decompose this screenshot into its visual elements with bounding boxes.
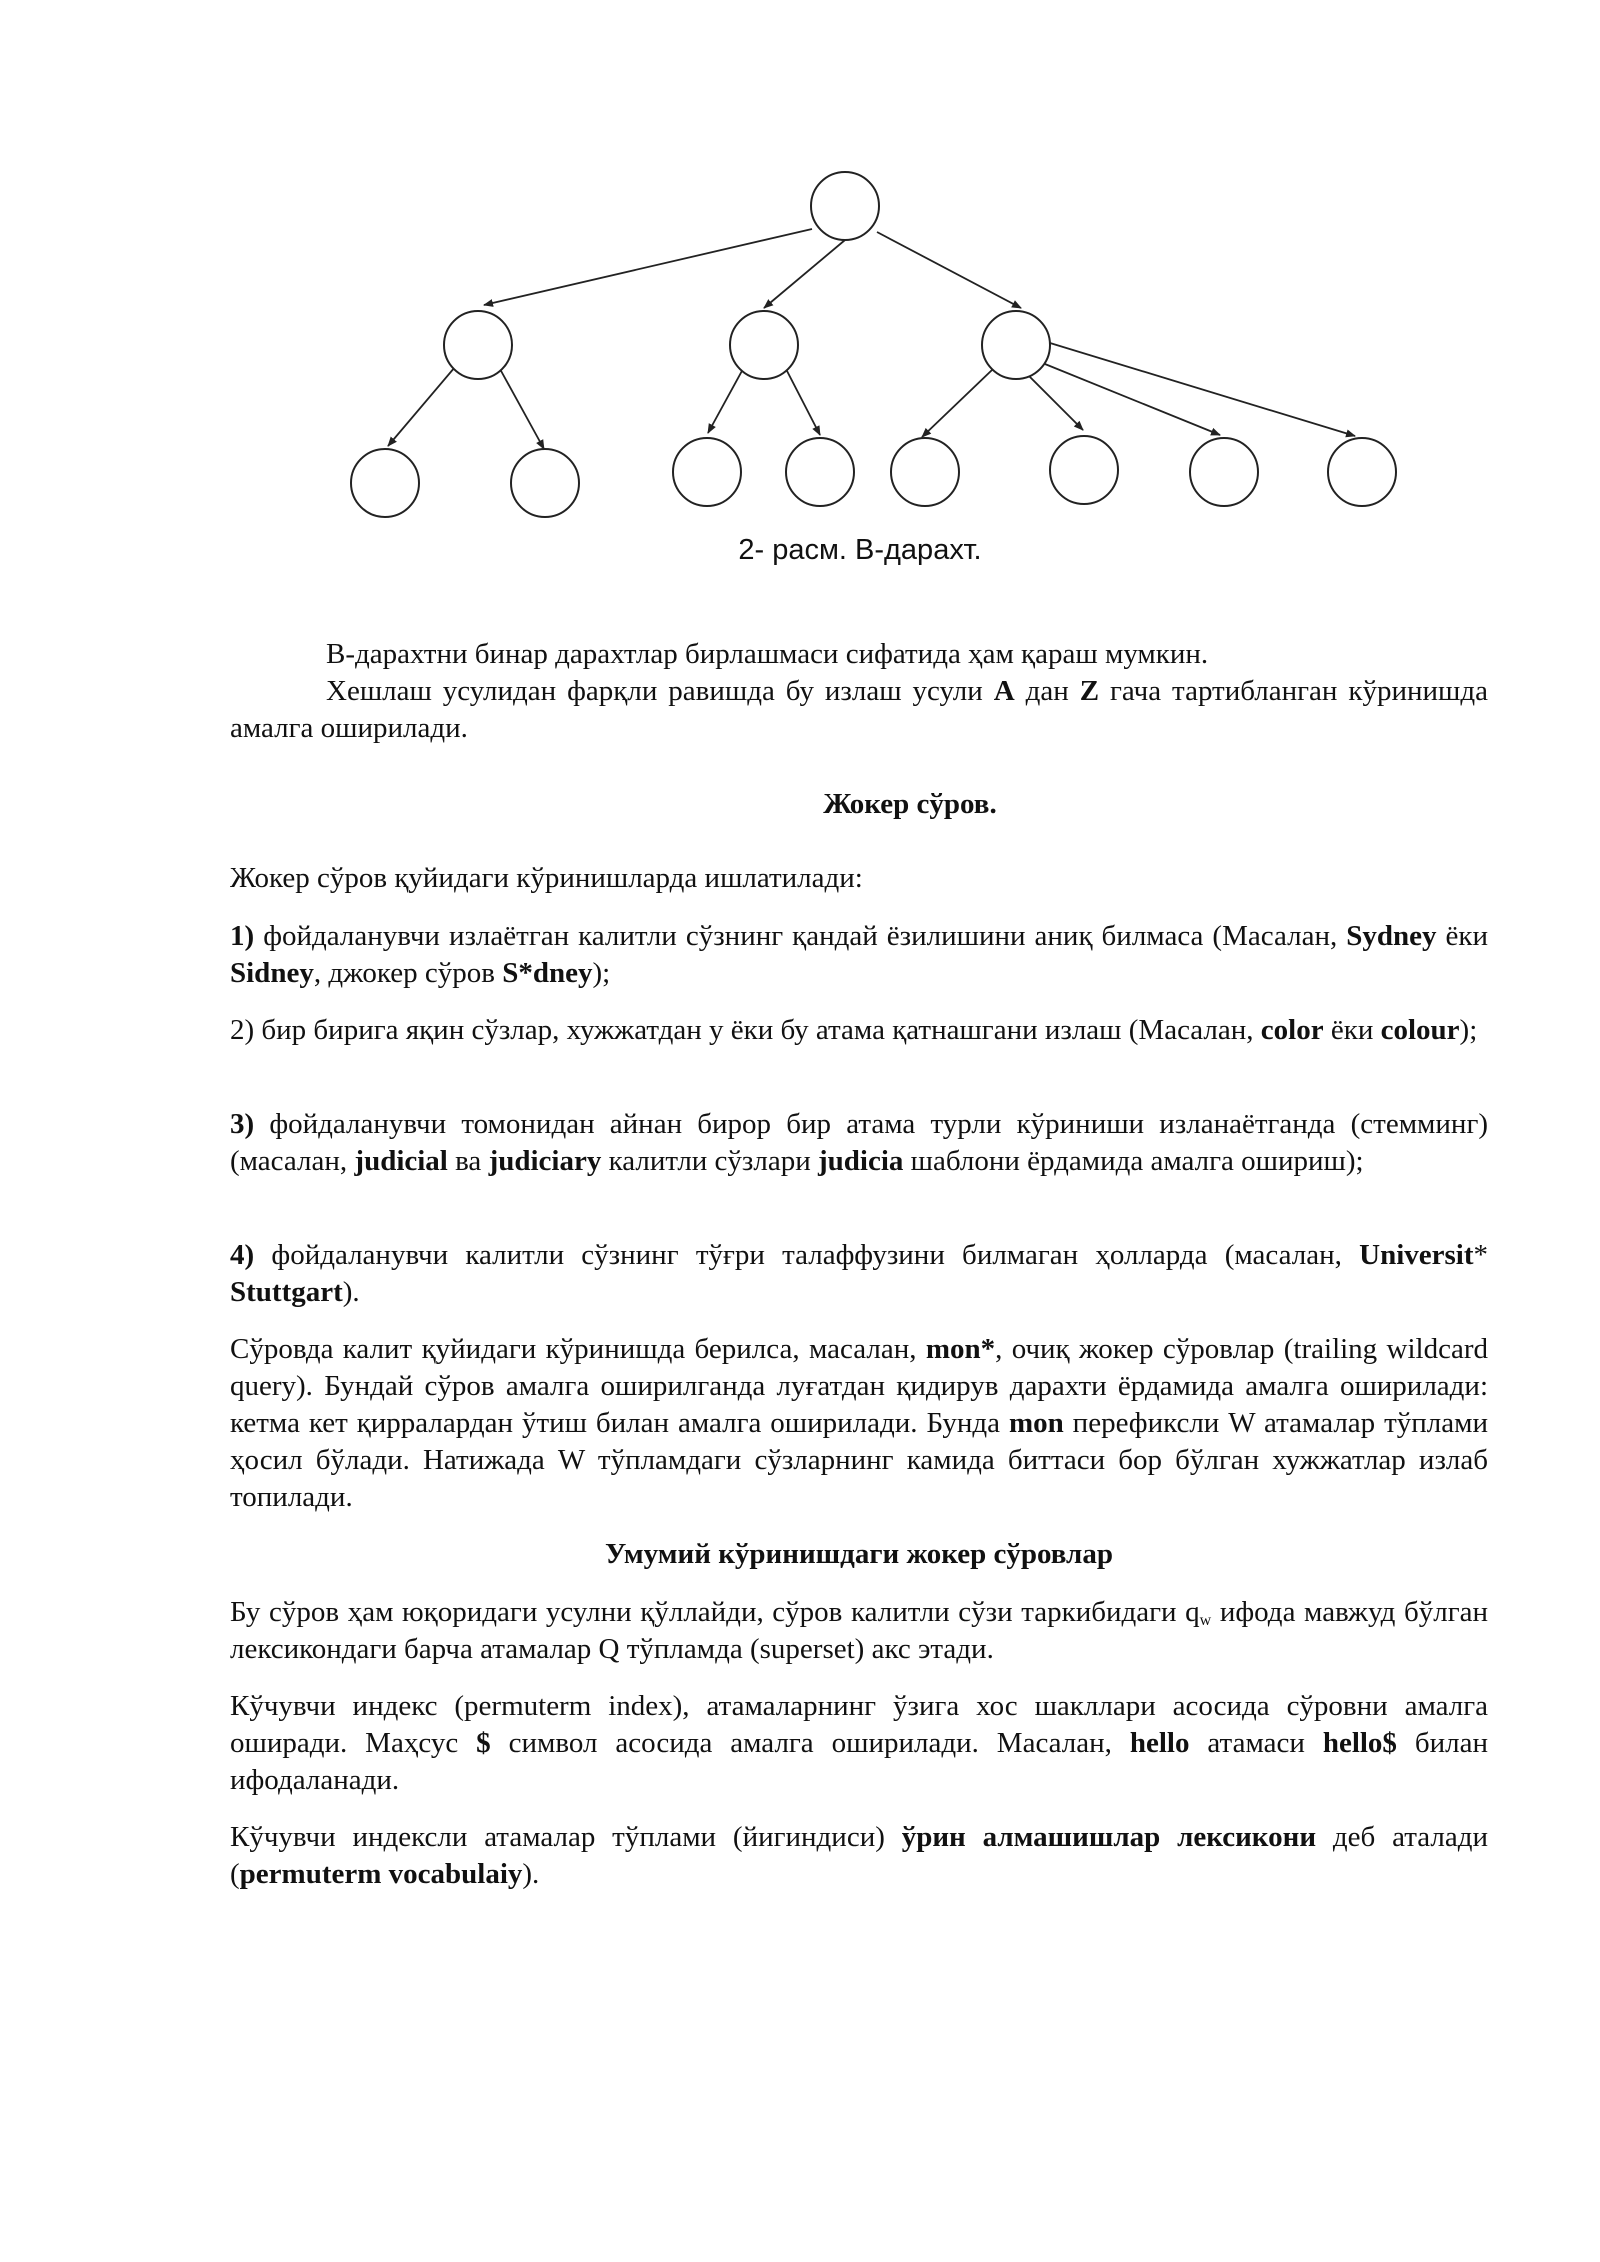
edge-root-to-node-3 <box>877 232 1021 308</box>
tree-node-3 <box>982 311 1050 379</box>
edge-node-2-to-leaf-3 <box>708 369 743 433</box>
edge-node-2-to-leaf-4 <box>786 369 820 435</box>
edge-node-3-to-leaf-8 <box>1050 343 1355 436</box>
list-item-4: 4) фойдаланувчи калитли сўзнинг тўғри талаффузини билмаган ҳолларда (масалан, Universit* Stuttgart). <box>230 1239 1488 1308</box>
section-heading-wildcard: Жокер сўров. <box>823 788 997 820</box>
list-item-3: 3) фойдаланувчи томонидан айнан бирор бир атама турли кўриниши изланаётганда (стемминг) (масалан, judicial ва judiciary калитли сўзлари judicia шаблони ёрдамида амалга ошириш); <box>230 1108 1488 1177</box>
edge-root-to-node-2 <box>764 240 845 308</box>
edge-node-3-to-leaf-6 <box>1026 373 1083 430</box>
intro-line-1: B-дарахтни бинар дарахтлар бирлашмаси сифатида ҳам қараш мумкин. <box>326 638 1209 670</box>
edge-node-3-to-leaf-7 <box>1040 362 1220 435</box>
b-tree-figure <box>0 0 1600 600</box>
usage-intro: Жокер сўров қуйидаги кўринишларда ишлатилади: <box>230 862 863 894</box>
figure-caption: 2- расм. B-дарахт. <box>738 534 982 566</box>
permuterm-vocabulary-paragraph: Кўчувчи индексли атамалар тўплами (йигиндиси) ўрин алмашишлар лексикони деб аталади (permuterm vocabulaiy). <box>230 1821 1488 1890</box>
tree-leaf-3 <box>673 438 741 506</box>
tree-leaf-6 <box>1050 436 1118 504</box>
edge-node-3-to-leaf-5 <box>922 370 992 437</box>
list-item-1: 1) фойдаланувчи излаётган калитли сўзнинг қандай ёзилишини аниқ билмаса (Масалан, Sydney ёки Sidney, джокер сўров S*dney); <box>230 920 1488 989</box>
edge-root-to-node-1 <box>484 229 812 305</box>
tree-node-root <box>811 172 879 240</box>
b-tree-diagram <box>0 0 1600 600</box>
tree-leaf-4 <box>786 438 854 506</box>
tree-leaf-8 <box>1328 438 1396 506</box>
tree-node-1 <box>444 311 512 379</box>
general-paragraph: Бу сўров ҳам юқоридаги усулни қўллайди, сўров калитли сўзи таркибидаги $q_w$ ифода мавжуд бўлган лексикондаги барча атамалар Q тўпламда (superset) акс этади. <box>230 1596 1488 1665</box>
intro-line-2: Хешлаш усулидан фарқли равишда бу излаш усули A дан Z гача тартибланган кўринишда амалга оширилади. <box>230 675 1488 744</box>
tree-leaf-7 <box>1190 438 1258 506</box>
trailing-wildcard-paragraph: Сўровда калит қуйидаги кўринишда берилса, масалан, mon*, очиқ жокер сўровлар (trailing wildcard query). Бундай сўров амалга оширилганда луғатдан қидирув дарахти ёрдамида амалга оширилади: кетма кет қирралардан ўтиш билан амалга оширилади. Бунда mon перефиксли W атамалар тўплами ҳосил бўлади. Натижада W тўпламдаги сўзларнинг камида биттаси бор бўлган хужжатлар излаб топилади. <box>230 1333 1488 1513</box>
tree-leaf-1 <box>351 449 419 517</box>
permuterm-paragraph: Кўчувчи индекс (permuterm index), атамаларнинг ўзига хос шакллари асосида сўровни амалга оширади. Маҳсус $ символ асосида амалга оширилади. Масалан, hello атамаси hello$ билан ифодаланади. <box>230 1690 1489 1796</box>
edge-node-1-to-leaf-2 <box>500 369 544 449</box>
tree-node-2 <box>730 311 798 379</box>
tree-leaf-5 <box>891 438 959 506</box>
intro-paragraph <box>230 636 1488 747</box>
list-item-2: 2) бир бирига яқин сўзлар, хужжатдан у ёки бу атама қатнашгани излаш (Масалан, color ёки colour); <box>230 1014 1478 1046</box>
section-heading-general: Умумий кўринишдаги жокер сўровлар <box>605 1538 1113 1570</box>
tree-leaf-2 <box>511 449 579 517</box>
edge-node-1-to-leaf-1 <box>388 367 455 446</box>
